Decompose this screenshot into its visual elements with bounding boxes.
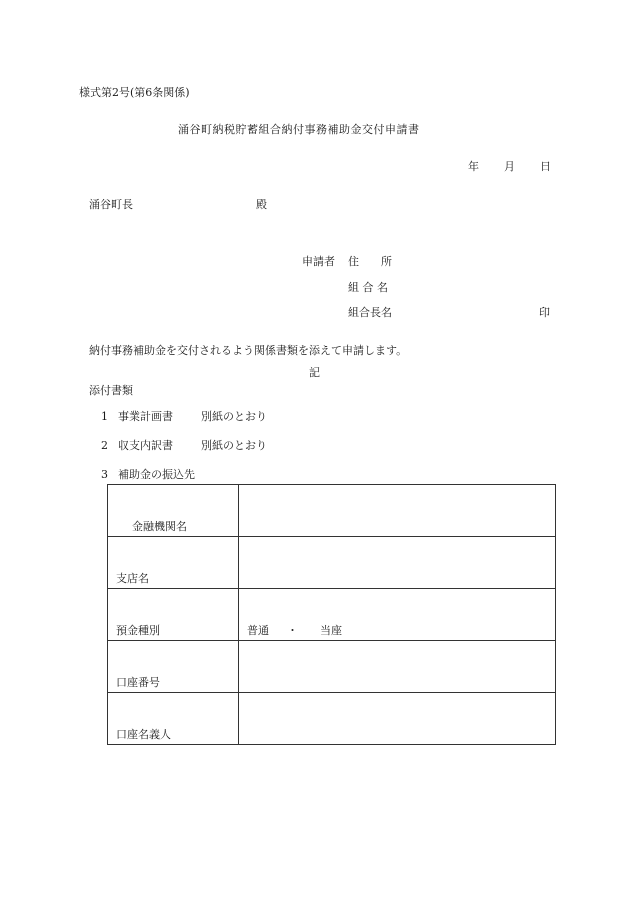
table-row: [108, 589, 556, 641]
deposit-option-current[interactable]: 当座: [320, 624, 342, 637]
date-month: 月: [504, 160, 515, 173]
item-number: 3: [101, 468, 108, 481]
addressee-name: 涌谷町長: [89, 198, 133, 211]
table-row: [108, 641, 556, 693]
item-note: 別紙のとおり: [201, 410, 267, 423]
item-number: 1: [101, 410, 108, 423]
table-row: [108, 485, 556, 537]
seal-mark: 印: [539, 306, 550, 319]
item-name: 補助金の振込先: [118, 468, 195, 481]
addressee-honorific: 殿: [256, 198, 267, 211]
ki-heading: 記: [309, 366, 320, 379]
union-name-label: 組 合 名: [348, 281, 388, 294]
account-number-field[interactable]: [239, 641, 556, 693]
document-title: 涌谷町納税貯蓄組合納付事務補助金交付申請書: [178, 123, 420, 136]
date-year: 年: [468, 160, 479, 173]
branch-name-label: 支店名: [108, 537, 239, 589]
address-label: 住 所: [348, 255, 392, 268]
union-head-label: 組合長名: [348, 306, 392, 319]
bank-account-table: [107, 484, 556, 745]
attachments-heading: 添付書類: [89, 384, 133, 397]
item-number: 2: [101, 439, 108, 452]
form-number: 様式第2号(第6条関係): [79, 86, 190, 99]
deposit-type-field[interactable]: [239, 589, 556, 641]
bank-name-label: 金融機関名: [108, 485, 239, 537]
deposit-type-label: 預金種別: [108, 589, 239, 641]
item-note: 別紙のとおり: [201, 439, 267, 452]
option-separator: ・: [287, 624, 298, 637]
deposit-option-ordinary[interactable]: 普通: [247, 624, 269, 637]
table-row: [108, 537, 556, 589]
item-name: 事業計画書: [118, 410, 173, 423]
account-number-label: 口座番号: [108, 641, 239, 693]
branch-name-field[interactable]: [239, 537, 556, 589]
table-row: [108, 693, 556, 745]
account-holder-label: 口座名義人: [108, 693, 239, 745]
bank-name-field[interactable]: [239, 485, 556, 537]
applicant-label: 申請者: [302, 255, 335, 268]
account-holder-field[interactable]: [239, 693, 556, 745]
request-text: 納付事務補助金を交付されるよう関係書類を添えて申請します。: [89, 344, 408, 357]
item-name: 収支内訳書: [118, 439, 173, 452]
date-day: 日: [540, 160, 551, 173]
